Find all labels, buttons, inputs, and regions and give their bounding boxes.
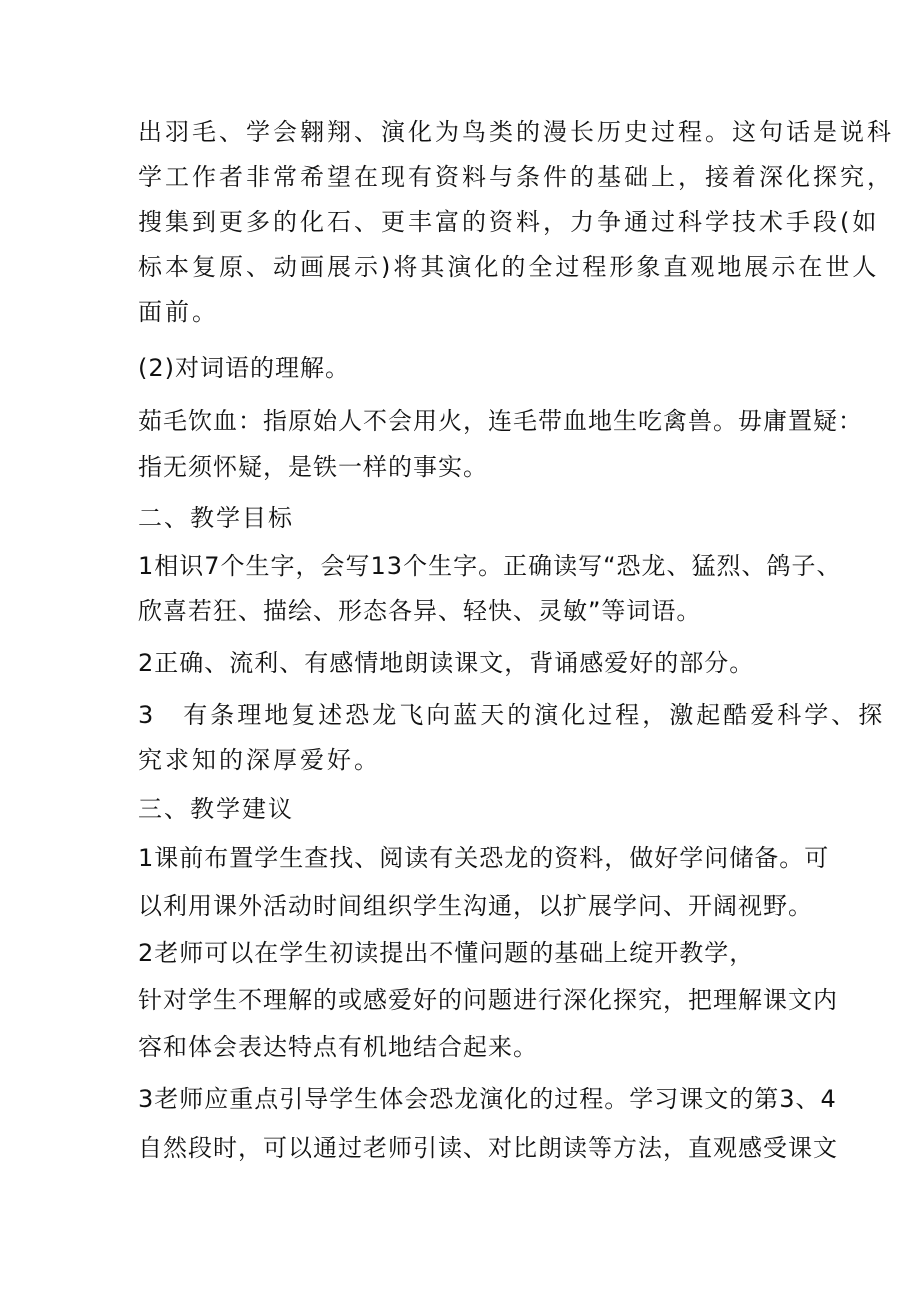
paragraph-line: 标本复原、动画展示)将其演化的全过程形象直观地展示在世人 xyxy=(138,253,880,281)
paragraph-line: 1课前布置学生查找、阅读有关恐龙的资料，做好学问储备。可 xyxy=(138,844,830,872)
paragraph-line: 面前。 xyxy=(138,298,219,326)
paragraph-line: 学工作者非常希望在现有资料与条件的基础上，接着深化探究， xyxy=(138,163,894,191)
paragraph-line: 2老师可以在学生初读提出不懂问题的基础上绽开教学， xyxy=(138,939,755,967)
paragraph-line: 出羽毛、学会翱翔、演化为鸟类的漫长历史过程。这句话是说科 xyxy=(138,118,894,146)
subsection-heading: (2)对词语的理解。 xyxy=(138,354,350,382)
paragraph-line: 欣喜若狂、描绘、形态各异、轻快、灵敏”等词语。 xyxy=(138,597,702,625)
paragraph-line: 以利用课外活动时间组织学生沟通，以扩展学问、开阔视野。 xyxy=(138,892,813,920)
paragraph-line: 自然段时，可以通过老师引读、对比朗读等方法，直观感受课文 xyxy=(138,1134,838,1162)
section-heading: 三、教学建议 xyxy=(138,795,294,823)
paragraph-line: 3老师应重点引导学生体会恐龙演化的过程。学习课文的第3、4 xyxy=(138,1085,837,1113)
paragraph-line: 指无须怀疑，是铁一样的事实。 xyxy=(138,453,488,481)
paragraph-line: 1相识7个生字，会写13个生字。正确读写“恐龙、猛烈、鸽子、 xyxy=(138,552,842,580)
paragraph-line: 容和体会表达特点有机地结合起来。 xyxy=(138,1033,538,1061)
paragraph-line: 搜集到更多的化石、更丰富的资料，力争通过科学技术手段(如 xyxy=(138,208,880,236)
section-heading: 二、教学目标 xyxy=(138,504,294,532)
paragraph-line: 茹毛饮血：指原始人不会用火，连毛带血地生吃禽兽。毋庸置疑： xyxy=(138,407,863,435)
paragraph-line: 究求知的深厚爱好。 xyxy=(138,746,381,774)
paragraph-line: 3 有条理地复述恐龙飞向蓝天的演化过程，激起酷爱科学、探 xyxy=(138,701,886,729)
paragraph-line: 2正确、流利、有感情地朗读课文，背诵感爱好的部分。 xyxy=(138,649,755,677)
paragraph-line: 针对学生不理解的或感爱好的问题进行深化探究，把理解课文内 xyxy=(138,986,838,1014)
